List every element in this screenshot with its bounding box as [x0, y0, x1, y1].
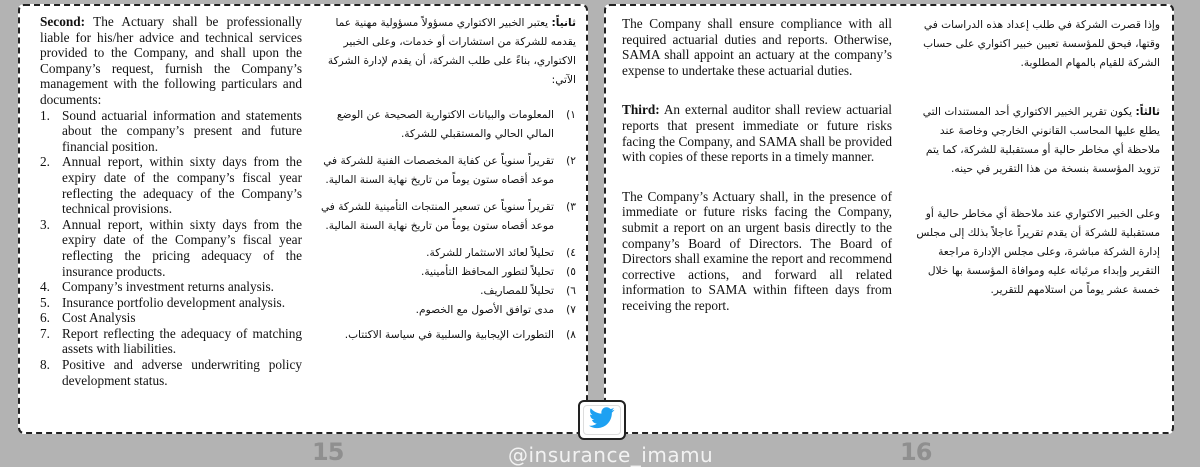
- list-item: 2. Annual report, within sixty days from the expiry date of the company’s fiscal year reflecting the adequacy of the Company’s technical provisions.: [40, 154, 302, 217]
- third-heading-ar: ثالثاً:: [1135, 106, 1160, 118]
- list-item: 1. Sound actuarial information and statements about the company’s present and future financial position.: [40, 107, 302, 154]
- list-item: ٤) تحليلاً لعائد الاستثمار للشركة.: [426, 247, 576, 259]
- particulars-list: [40, 108, 302, 389]
- second-intro-ar: يعتبر الخبير الاكتواري مسؤولاً مسؤولية مهنية عما يقدمه للشركة من استشارات أو خدمات، وعلى الخبير الاكتواري، بناءً على طلب الشركة، أن يقدم لإدارة الشركة الآتي:: [327, 17, 576, 86]
- list-item: 6. Cost Analysis: [40, 310, 136, 326]
- page-16: [604, 4, 1174, 434]
- second-paragraph: [40, 14, 302, 108]
- english-column: [622, 16, 892, 314]
- english-column: [40, 14, 302, 388]
- page-number-16: 16: [900, 438, 932, 466]
- second-heading: Second:: [40, 14, 86, 29]
- list-item: ١) المعلومات والبيانات الاكتوارية الصحيحة عن الوضع المالي الحالي والمستقبلي للشركة.: [336, 109, 576, 140]
- board-paragraph: The Company’s Actuary shall, in the presence of immediate or future risks facing the Company, submit a report on an urgent basis directly to the company’s Board of Directors. The Board of Directors shall examine the report and recommend corrective actions, and forward all related information to SAMA within fifteen days from receiving the report.: [622, 188, 892, 313]
- list-item: 7. Report reflecting the adequacy of matching assets with liabilities.: [40, 325, 302, 357]
- twitter-icon-frame: [583, 405, 621, 435]
- list-item: ٥) تحليلاً لتطور المحافظ التأمينية.: [420, 266, 576, 278]
- third-paragraph: [622, 102, 892, 164]
- list-item: ٣) تقريراً سنوياً عن تسعير المنتجات التأمينية للشركة في موعد أقصاه ستون يوماً من تاريخ نهاية السنة المالية.: [320, 201, 576, 232]
- second-intro: The Actuary shall be professionally liable for his/her advice and technical services provided to the Company, and shall upon the Company’s request, furnish the Company’s management with the following particulars and documents:: [40, 14, 302, 107]
- page-15: [18, 4, 588, 434]
- list-item: ٦) تحليلاً للمصاريف.: [480, 285, 576, 297]
- second-heading-ar: ثانياً:: [551, 17, 576, 29]
- list-item: 5. Insurance portfolio development analysis.: [40, 294, 286, 310]
- twitter-bird-icon: [589, 407, 615, 434]
- compliance-paragraph-ar: وإذا قصرت الشركة في طلب إعداد هذه الدراسات في وقتها، فيحق للمؤسسة تعيين خبير اكتواري على حساب الشركة للقيام بالمهام المطلوبة.: [923, 19, 1160, 69]
- list-item: ٢) تقريراً سنوياً عن كفاية المخصصات الفنية للشركة في موعد أقصاه ستون يوماً من تاريخ نهاية السنة المالية.: [323, 155, 576, 186]
- arabic-column: [320, 14, 576, 345]
- board-paragraph-ar: وعلى الخبير الاكتواري عند ملاحظة أي مخاطر حالية أو مستقبلية للشركة أن يقدم تقريراً عاجلاً بذلك إلى مجلس إدارة الشركة مباشرة، وعلى مجلس الإدارة مراجعة التقرير وإبداء مرئياته عليه وموافاة المؤسسة بها خلال خمسة عشر يوماً من استلامهم للتقرير.: [916, 208, 1160, 296]
- twitter-handle[interactable]: @insurance_imamu: [508, 443, 714, 467]
- list-item: 4. Company’s investment returns analysis.: [40, 279, 274, 295]
- second-paragraph-ar: [320, 14, 576, 90]
- compliance-paragraph: The Company shall ensure compliance with all required actuarial duties and reports. Otherwise, SAMA shall appoint an actuary at the company’s expense to undertake these actuarial duties.: [622, 16, 892, 78]
- third-text-ar: يكون تقرير الخبير الاكتواري أحد المستندات التي يطلع عليها المحاسب القانوني الخارجي وخاصة عند ملاحظة أي مخاطر حالية أو مستقبلية للشركة، كما يتم تزويد المؤسسة بنسخة من هذا التقرير في حينه.: [922, 106, 1160, 175]
- third-heading: Third:: [622, 102, 660, 118]
- list-item: ٨) التطورات الإيجابية والسلبية في سياسة الاكتتاب.: [344, 329, 576, 341]
- list-item: ٧) مدى توافق الأصول مع الخصوم.: [415, 304, 576, 316]
- third-paragraph-ar: [906, 103, 1160, 179]
- list-item: 3. Annual report, within sixty days from the expiry date of the Company’s fiscal year reflecting the pricing adequacy of the insurance products.: [40, 216, 302, 279]
- particulars-list-ar: [320, 106, 576, 345]
- page-number-15: 15: [312, 438, 344, 466]
- third-text: An external auditor shall review actuarial reports that present immediate or future risks facing the Company, and SAMA shall be provided with copies of these reports in a timely manner.: [622, 102, 892, 165]
- arabic-column: [906, 16, 1160, 300]
- twitter-badge[interactable]: [578, 400, 626, 440]
- list-item: 8. Positive and adverse underwriting policy development status.: [40, 357, 302, 388]
